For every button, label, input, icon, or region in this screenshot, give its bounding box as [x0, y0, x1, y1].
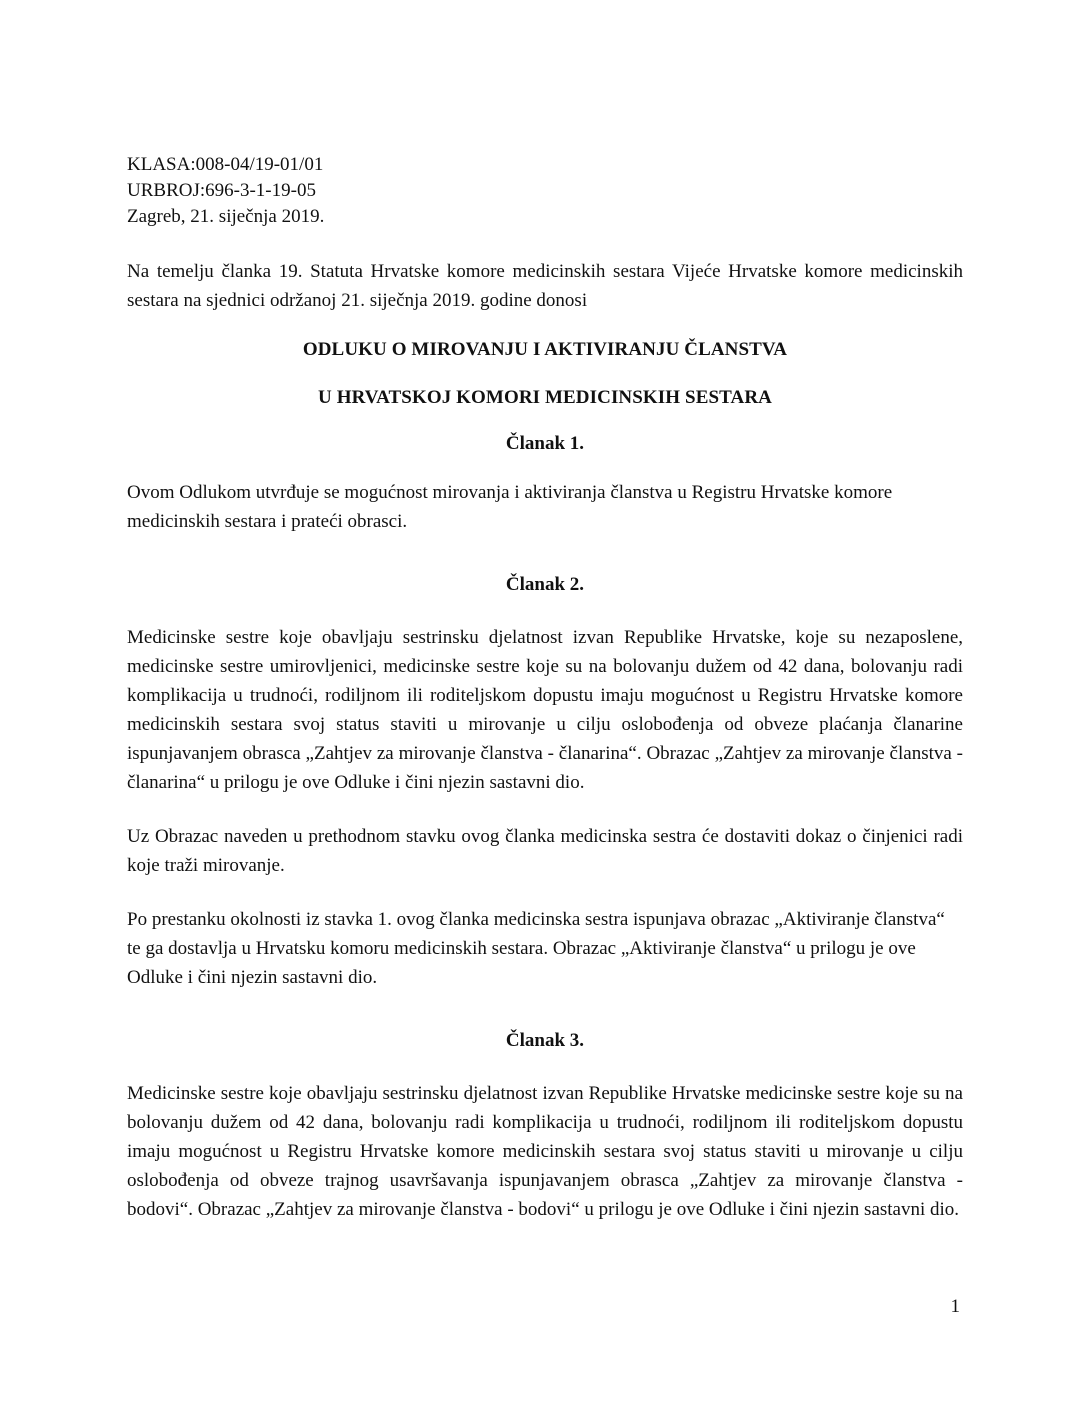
article-3-paragraph-1: Medicinske sestre koje obavljaju sestrinsku djelatnost izvan Republike Hrvatske medicinske sestre koje su na bolovanju dužem od 42 dana, bolovanju radi komplikacija u trudnoći, rodiljnom ili roditeljskom dopustu imaju mogućnost u Registru Hrvatske komore medicinskih sestara svoj status staviti u mirovanje u cilju oslobođenja od obveze trajnog usavršavanja ispunjavanjem obrasca „Zahtjev za mirovanje članstva - bodovi“. Obrazac „Zahtjev za mirovanje članstva - bodovi“ u prilogu je ove Odluke i čini njezin sastavni dio.	[127, 1083, 963, 1220]
document-header	[127, 152, 963, 230]
article-2-paragraph-1: Medicinske sestre koje obavljaju sestrinsku djelatnost izvan Republike Hrvatske, koje su nezaposlene, medicinske sestre umirovljenici, medicinske sestre koje su na bolovanju dužem od 42 dana, bolovanju radi komplikacija u trudnoći, rodiljnom ili roditeljskom dopustu imaju mogućnost u Registru Hrvatske komore medicinskih sestara svoj status staviti u mirovanje u cilju oslobođenja od obveze plaćanja članarine ispunjavanjem obrasca „Zahtjev za mirovanje članstva - članarina“. Obrazac „Zahtjev za mirovanje članstva - članarina“ u prilogu je ove Odluke i čini njezin sastavni dio.	[127, 627, 963, 793]
urbroj-line: URBROJ:696-3-1-19-05	[127, 180, 316, 201]
intro-paragraph: Na temelju članka 19. Statuta Hrvatske komore medicinskih sestara Vijeće Hrvatske komore medicinskih sestara na sjednici održanoj 21. siječnja 2019. godine donosi	[127, 261, 963, 311]
place-date-line: Zagreb, 21. siječnja 2019.	[127, 206, 325, 227]
article-1-paragraph-1: Ovom Odlukom utvrđuje se mogućnost mirovanja i aktiviranja članstva u Registru Hrvatske komore medicinskih sestara i prateći obrasci.	[127, 482, 893, 532]
article-2-heading: Članak 2.	[505, 574, 585, 595]
document-title-line-2: U HRVATSKOJ KOMORI MEDICINSKIH SESTARA	[318, 387, 772, 408]
article-3-heading: Članak 3.	[505, 1030, 585, 1051]
article-2-paragraph-2: Uz Obrazac naveden u prethodnom stavku ovog članka medicinska sestra će dostaviti dokaz o činjenici radi koje traži mirovanje.	[127, 826, 963, 876]
article-1-heading: Članak 1.	[505, 433, 585, 454]
document-title-line-1: ODLUKU O MIROVANJU I AKTIVIRANJU ČLANSTVA	[302, 339, 788, 360]
article-2-paragraph-3: Po prestanku okolnosti iz stavka 1. ovog članka medicinska sestra ispunjava obrazac „Aktiviranje članstva“ te ga dostavlja u Hrvatsku komoru medicinskih sestara. Obrazac „Aktiviranje članstva“ u prilogu je ove Odluke i čini njezin sastavni dio.	[127, 909, 945, 988]
page-number: 1	[950, 1296, 960, 1317]
klasa-line: KLASA:008-04/19-01/01	[127, 154, 324, 175]
document-content	[127, 152, 963, 1224]
